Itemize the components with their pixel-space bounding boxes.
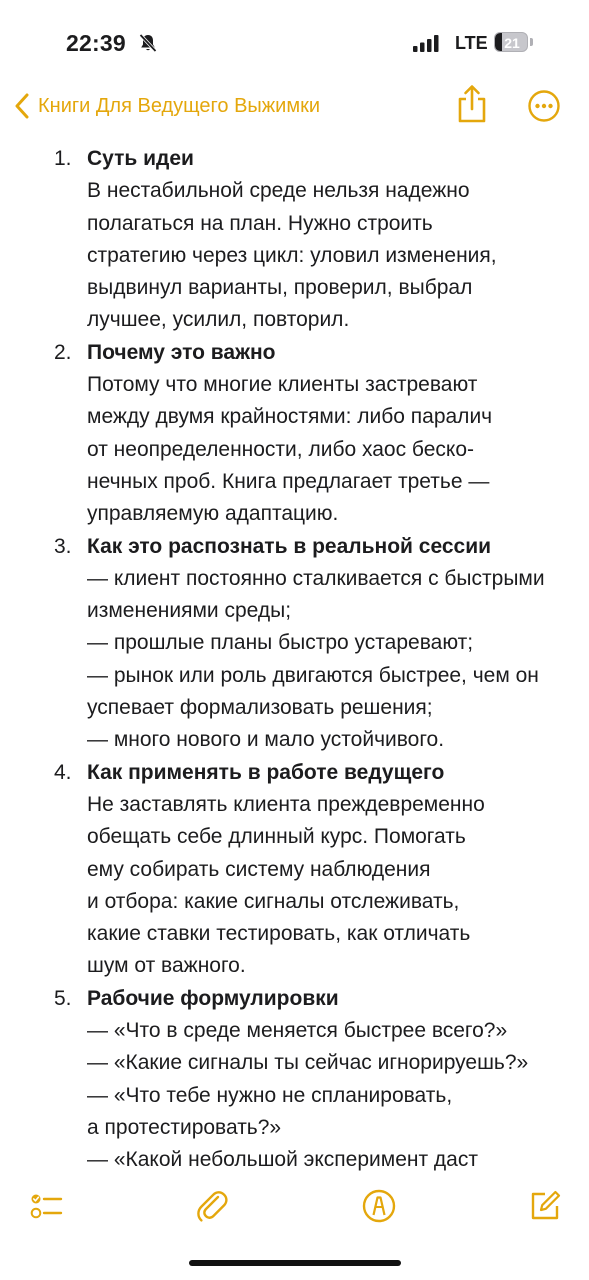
item-line: изменениями среды; <box>87 599 292 623</box>
item-line: — прошлые планы быстро устаревают; <box>87 631 474 655</box>
item-title: Суть идеи <box>87 147 194 170</box>
item-line: — много нового и мало устойчивого. <box>87 728 445 752</box>
item-line: — «Какие сигналы ты сейчас игнорируешь?» <box>87 1051 529 1075</box>
network-type: LTE <box>455 33 488 53</box>
item-line: Не заставлять клиента преждевременно <box>87 792 485 816</box>
item-line: управляемую адаптацию. <box>87 502 339 526</box>
item-line: лучшее, усилил, повторил. <box>87 308 350 332</box>
back-label: Книги Для Ведущего Выжимки <box>38 94 321 117</box>
share-icon[interactable] <box>455 84 489 124</box>
item-number: 4. <box>54 760 72 784</box>
note-content[interactable] <box>0 119 589 1179</box>
list-item <box>0 757 589 983</box>
back-button[interactable] <box>14 86 320 126</box>
list-item <box>0 337 589 531</box>
item-line: — «Что в среде меняется быстрее всего?» <box>87 1019 508 1043</box>
item-line: какие ставки тестировать, как отличать <box>87 922 471 946</box>
chevron-left-icon <box>14 93 30 119</box>
cellular-signal-icon <box>413 35 439 52</box>
more-icon[interactable] <box>527 89 561 123</box>
item-line: от неопределенности, либо хаос беско- <box>87 437 475 461</box>
item-line: — «Что тебе нужно не спланировать, <box>87 1083 453 1107</box>
checklist-icon[interactable] <box>28 1188 64 1224</box>
item-line: и отбора: какие сигналы отслеживать, <box>87 889 460 913</box>
item-line: а протестировать?» <box>87 1115 282 1139</box>
status-bar <box>0 0 589 78</box>
item-line: выдвинул варианты, проверил, выбрал <box>87 276 473 300</box>
attachment-icon[interactable] <box>194 1188 230 1224</box>
item-line: — клиент постоянно сталкивается с быстрыми <box>87 566 545 590</box>
battery-level: 21 <box>504 35 520 51</box>
item-line: полагаться на план. Нужно строить <box>87 211 433 235</box>
item-line: В нестабильной среде нельзя надежно <box>87 179 470 203</box>
item-line: успевает формализовать решения; <box>87 696 433 720</box>
list-item <box>0 143 589 337</box>
bell-slash-icon <box>138 33 158 53</box>
item-line: обещать себе длинный курс. Помогать <box>87 825 466 849</box>
note-list <box>0 143 589 1177</box>
item-number: 2. <box>54 340 72 364</box>
item-number: 5. <box>54 986 72 1010</box>
item-line: шум от важного. <box>87 954 246 978</box>
item-title: Как применять в работе ведущего <box>87 760 445 784</box>
item-line: нечных проб. Книга предлагает третье — <box>87 469 490 493</box>
nav-bar <box>0 78 589 134</box>
item-title: Как это распознать в реальной сессии <box>87 534 492 558</box>
markup-icon[interactable] <box>361 1188 397 1224</box>
home-indicator <box>189 1260 401 1266</box>
status-time: 22:39 <box>66 30 126 56</box>
item-line: — «Какой небольшой эксперимент даст <box>87 1148 478 1172</box>
battery-icon <box>494 32 534 54</box>
item-number: 1. <box>54 147 72 170</box>
item-line: Потому что многие клиенты застревают <box>87 373 478 397</box>
item-title: Рабочие формулировки <box>87 986 339 1010</box>
list-item <box>0 531 589 757</box>
item-line: — рынок или роль двигаются быстрее, чем он <box>87 663 539 687</box>
item-line: ему собирать систему наблюдения <box>87 857 431 881</box>
item-title: Почему это важно <box>87 340 276 364</box>
item-number: 3. <box>54 534 72 558</box>
list-item <box>0 983 589 1177</box>
compose-icon[interactable] <box>527 1188 563 1224</box>
item-line: стратегию через цикл: уловил изменения, <box>87 243 497 267</box>
item-line: между двумя крайностями: либо паралич <box>87 405 493 429</box>
